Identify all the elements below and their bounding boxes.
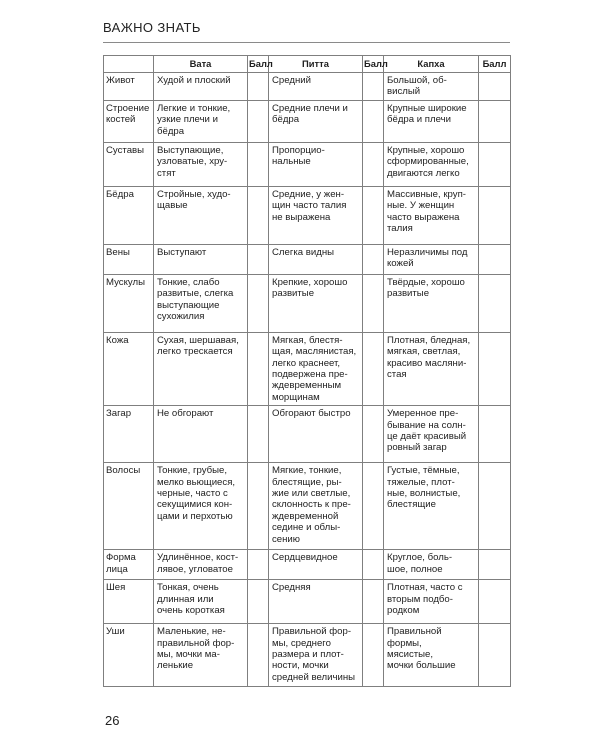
pitta-description-cell: Средняя [269,580,363,624]
kapha-description-cell: Правильной формы, мясистые, мочки большие [384,624,479,687]
kapha-score-cell[interactable] [479,244,511,274]
table-row [104,186,511,244]
kapha-score-cell[interactable] [479,463,511,550]
kapha-score-cell[interactable] [479,624,511,687]
table-body [104,73,511,687]
vata-description-cell: Легкие и тонкие, узкие плечи и бёдра [154,100,248,142]
vata-score-cell[interactable] [248,406,269,463]
pitta-score-cell[interactable] [363,244,384,274]
vata-description-cell: Удлинённое, кост- лявое, угловатое [154,550,248,580]
kapha-score-cell[interactable] [479,406,511,463]
kapha-description-cell: Неразличимы под кожей [384,244,479,274]
table-row [104,406,511,463]
kapha-description-cell: Крупные, хорошо сформированные, двигаются легко [384,142,479,186]
header-divider [103,42,510,43]
vata-score-cell[interactable] [248,624,269,687]
pitta-description-cell: Крепкие, хорошо развитые [269,274,363,332]
kapha-description-cell: Умеренное пре- бывание на солн- це даёт красивый ровный загар [384,406,479,463]
pitta-score-cell[interactable] [363,624,384,687]
table-header-row [104,56,511,73]
pitta-description-cell: Средние, у жен- щин часто талия не выражена [269,186,363,244]
kapha-description-cell: Густые, тёмные, тяжелые, плот- ные, волнистые, блестящие [384,463,479,550]
trait-name-cell: Уши [104,624,154,687]
vata-description-cell: Сухая, шершавая, легко трескается [154,332,248,405]
pitta-description-cell: Обгорают быстро [269,406,363,463]
table-row [104,100,511,142]
table-row [104,580,511,624]
vata-score-cell[interactable] [248,332,269,405]
vata-score-cell[interactable] [248,274,269,332]
pitta-score-cell[interactable] [363,463,384,550]
pitta-score-cell[interactable] [363,186,384,244]
pitta-description-cell: Сердцевидное [269,550,363,580]
header-cell-kapha: Капха [384,56,479,73]
table-row [104,550,511,580]
trait-name-cell: Живот [104,73,154,101]
pitta-score-cell[interactable] [363,550,384,580]
header-cell-pitta: Питта [269,56,363,73]
vata-description-cell: Не обгорают [154,406,248,463]
pitta-description-cell: Пропорцио- нальные [269,142,363,186]
header-cell-vata: Вата [154,56,248,73]
page-number: 26 [105,713,120,728]
vata-description-cell: Тонкая, очень длинная или очень короткая [154,580,248,624]
pitta-score-cell[interactable] [363,142,384,186]
trait-name-cell: Бёдра [104,186,154,244]
pitta-description-cell: Мягкие, тонкие, блестящие, ры- жие или светлые, склонность к пре- ждевременной седине и облы- сению [269,463,363,550]
kapha-description-cell: Плотная, часто с вторым подбо- родком [384,580,479,624]
table-row [104,463,511,550]
kapha-score-cell[interactable] [479,142,511,186]
vata-description-cell: Худой и плоский [154,73,248,101]
trait-name-cell: Вены [104,244,154,274]
trait-name-cell: Суставы [104,142,154,186]
kapha-description-cell: Твёрдые, хорошо развитые [384,274,479,332]
pitta-score-cell[interactable] [363,274,384,332]
vata-score-cell[interactable] [248,100,269,142]
pitta-score-cell[interactable] [363,332,384,405]
trait-name-cell: Мускулы [104,274,154,332]
trait-name-cell: Форма лица [104,550,154,580]
header-cell-pitta-score: Балл [363,56,384,73]
vata-description-cell: Выступающие, узловатые, хру- стят [154,142,248,186]
vata-description-cell: Стройные, худо- щавые [154,186,248,244]
kapha-score-cell[interactable] [479,100,511,142]
vata-score-cell[interactable] [248,244,269,274]
header-cell-trait [104,56,154,73]
table-row [104,73,511,101]
table-row [104,274,511,332]
vata-score-cell[interactable] [248,463,269,550]
kapha-score-cell[interactable] [479,580,511,624]
trait-name-cell: Загар [104,406,154,463]
pitta-description-cell: Средний [269,73,363,101]
kapha-score-cell[interactable] [479,274,511,332]
pitta-score-cell[interactable] [363,406,384,463]
header-cell-kapha-score: Балл [479,56,511,73]
vata-score-cell[interactable] [248,550,269,580]
kapha-description-cell: Плотная, бледная, мягкая, светлая, красиво масляни- стая [384,332,479,405]
pitta-score-cell[interactable] [363,73,384,101]
pitta-description-cell: Слегка видны [269,244,363,274]
vata-description-cell: Тонкие, грубые, мелко вьющиеся, черные, часто с секущимися кон- цами и перхотью [154,463,248,550]
kapha-description-cell: Массивные, круп- ные. У женщин часто выражена талия [384,186,479,244]
kapha-description-cell: Крупные широкие бёдра и плечи [384,100,479,142]
kapha-description-cell: Круглое, боль- шое, полное [384,550,479,580]
trait-name-cell: Строение костей [104,100,154,142]
page-header-title: ВАЖНО ЗНАТЬ [103,20,201,35]
table-row [104,244,511,274]
vata-score-cell[interactable] [248,580,269,624]
trait-name-cell: Кожа [104,332,154,405]
header-cell-vata-score: Балл [248,56,269,73]
vata-score-cell[interactable] [248,142,269,186]
dosha-traits-table [103,55,511,687]
table-row [104,332,511,405]
pitta-score-cell[interactable] [363,580,384,624]
pitta-description-cell: Средние плечи и бёдра [269,100,363,142]
table-row [104,142,511,186]
vata-score-cell[interactable] [248,73,269,101]
table-row [104,624,511,687]
kapha-score-cell[interactable] [479,186,511,244]
kapha-description-cell: Большой, об- вислый [384,73,479,101]
vata-description-cell: Тонкие, слабо развитые, слегка выступающие сухожилия [154,274,248,332]
kapha-score-cell[interactable] [479,550,511,580]
trait-name-cell: Волосы [104,463,154,550]
pitta-description-cell: Мягкая, блестя- щая, маслянистая, легко краснеет, подвержена пре- ждевременным морщинам [269,332,363,405]
vata-description-cell: Маленькие, не- правильной фор- мы, мочки ма- ленькие [154,624,248,687]
vata-description-cell: Выступают [154,244,248,274]
vata-score-cell[interactable] [248,186,269,244]
kapha-score-cell[interactable] [479,332,511,405]
kapha-score-cell[interactable] [479,73,511,101]
pitta-description-cell: Правильной фор- мы, среднего размера и плот- ности, мочки средней величины [269,624,363,687]
pitta-score-cell[interactable] [363,100,384,142]
trait-name-cell: Шея [104,580,154,624]
